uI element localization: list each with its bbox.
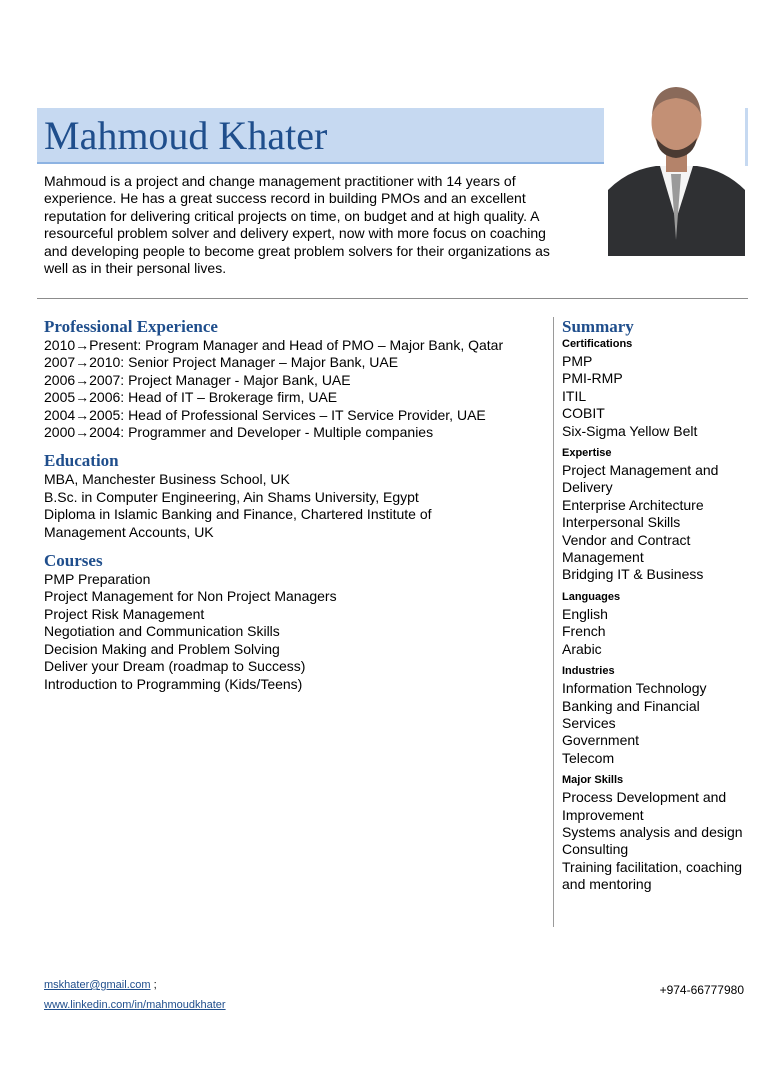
experience-item: 2004→2005: Head of Professional Services – IT Service Provider, UAE <box>44 406 486 423</box>
certification-item: ITIL <box>562 387 587 404</box>
experience-heading: Professional Experience <box>44 317 218 336</box>
skill-item: Systems analysis and design <box>562 823 743 840</box>
expertise-item: Project Management and Delivery <box>562 462 719 496</box>
education-item: MBA, Manchester Business School, UK <box>44 471 290 488</box>
certification-item: COBIT <box>562 405 605 422</box>
language-item: French <box>562 623 606 640</box>
languages-label: Languages <box>562 590 621 603</box>
course-item: Negotiation and Communication Skills <box>44 623 280 640</box>
expertise-item: Interpersonal Skills <box>562 514 681 531</box>
experience-item: 2005→2006: Head of IT – Brokerage firm, UAE <box>44 389 338 406</box>
banner-accent-bar <box>745 108 748 166</box>
profile-photo <box>608 70 745 256</box>
experience-item: 2000→2004: Programmer and Developer - Multiple companies <box>44 424 434 441</box>
left-column <box>44 317 549 693</box>
contact-separator: ; <box>150 979 157 991</box>
expertise-item: Bridging IT & Business <box>562 566 704 583</box>
course-item: Decision Making and Problem Solving <box>44 640 280 657</box>
certifications-label: Certifications <box>562 338 633 350</box>
education-heading: Education <box>44 451 119 471</box>
intro-paragraph: Mahmoud is a project and change management practitioner with 14 years of experience. He has a great success record in building PMOs and an excellent reputation for delivering critical projects on time, on budget and at high quality. A resourceful problem solver and delivery expert, now with more focus on coaching and developing people to become great problem solvers for their organizations as well as in their personal lives. <box>44 173 550 277</box>
email-link[interactable]: mskhater@gmail.com <box>44 979 151 991</box>
certification-item: PMP <box>562 353 593 369</box>
skill-item: Process Development and Improvement <box>562 789 727 823</box>
expertise-label: Expertise <box>562 447 612 460</box>
expertise-item: Enterprise Architecture <box>562 496 704 513</box>
industry-item: Banking and Financial Services <box>562 697 700 731</box>
candidate-name: Mahmoud Khater <box>44 113 328 158</box>
summary-heading: Summary <box>562 317 634 336</box>
experience-item: 2006→2007: Project Manager - Major Bank, UAE <box>44 371 351 388</box>
language-item: English <box>562 605 608 622</box>
industries-label: Industries <box>562 665 615 678</box>
contact-links <box>44 975 226 1015</box>
courses-heading: Courses <box>44 551 103 571</box>
certification-item: PMI-RMP <box>562 370 623 387</box>
industry-item: Government <box>562 732 640 749</box>
education-item: B.Sc. in Computer Engineering, Ain Shams University, Egypt <box>44 488 419 505</box>
summary-column <box>562 317 748 894</box>
course-item: Project Risk Management <box>44 605 205 622</box>
skill-item: Consulting <box>562 841 629 858</box>
experience-item: 2007→2010: Senior Project Manager – Major Bank, UAE <box>44 354 399 371</box>
major-skills-label: Major Skills <box>562 774 624 787</box>
experience-item: 2010→Present: Program Manager and Head of PMO – Major Bank, Qatar <box>44 337 504 353</box>
education-item: Diploma in Islamic Banking and Finance, Chartered Institute of Management Accounts, UK <box>44 506 432 540</box>
course-item: PMP Preparation <box>44 571 151 588</box>
column-divider <box>553 317 554 927</box>
industry-item: Telecom <box>562 749 615 766</box>
linkedin-link[interactable]: www.linkedin.com/in/mahmoudkhater <box>44 999 226 1011</box>
course-item: Project Management for Non Project Managers <box>44 588 337 605</box>
expertise-item: Vendor and Contract Management <box>562 531 691 566</box>
certification-item: Six-Sigma Yellow Belt <box>562 422 698 439</box>
industry-item: Information Technology <box>562 680 707 697</box>
phone-number: +974-66777980 <box>659 983 744 997</box>
language-item: Arabic <box>562 640 602 657</box>
skill-item: Training facilitation, coaching and mentoring <box>562 858 743 893</box>
course-item: Deliver your Dream (roadmap to Success) <box>44 658 306 675</box>
course-item: Introduction to Programming (Kids/Teens) <box>44 675 303 692</box>
section-divider <box>37 298 748 299</box>
